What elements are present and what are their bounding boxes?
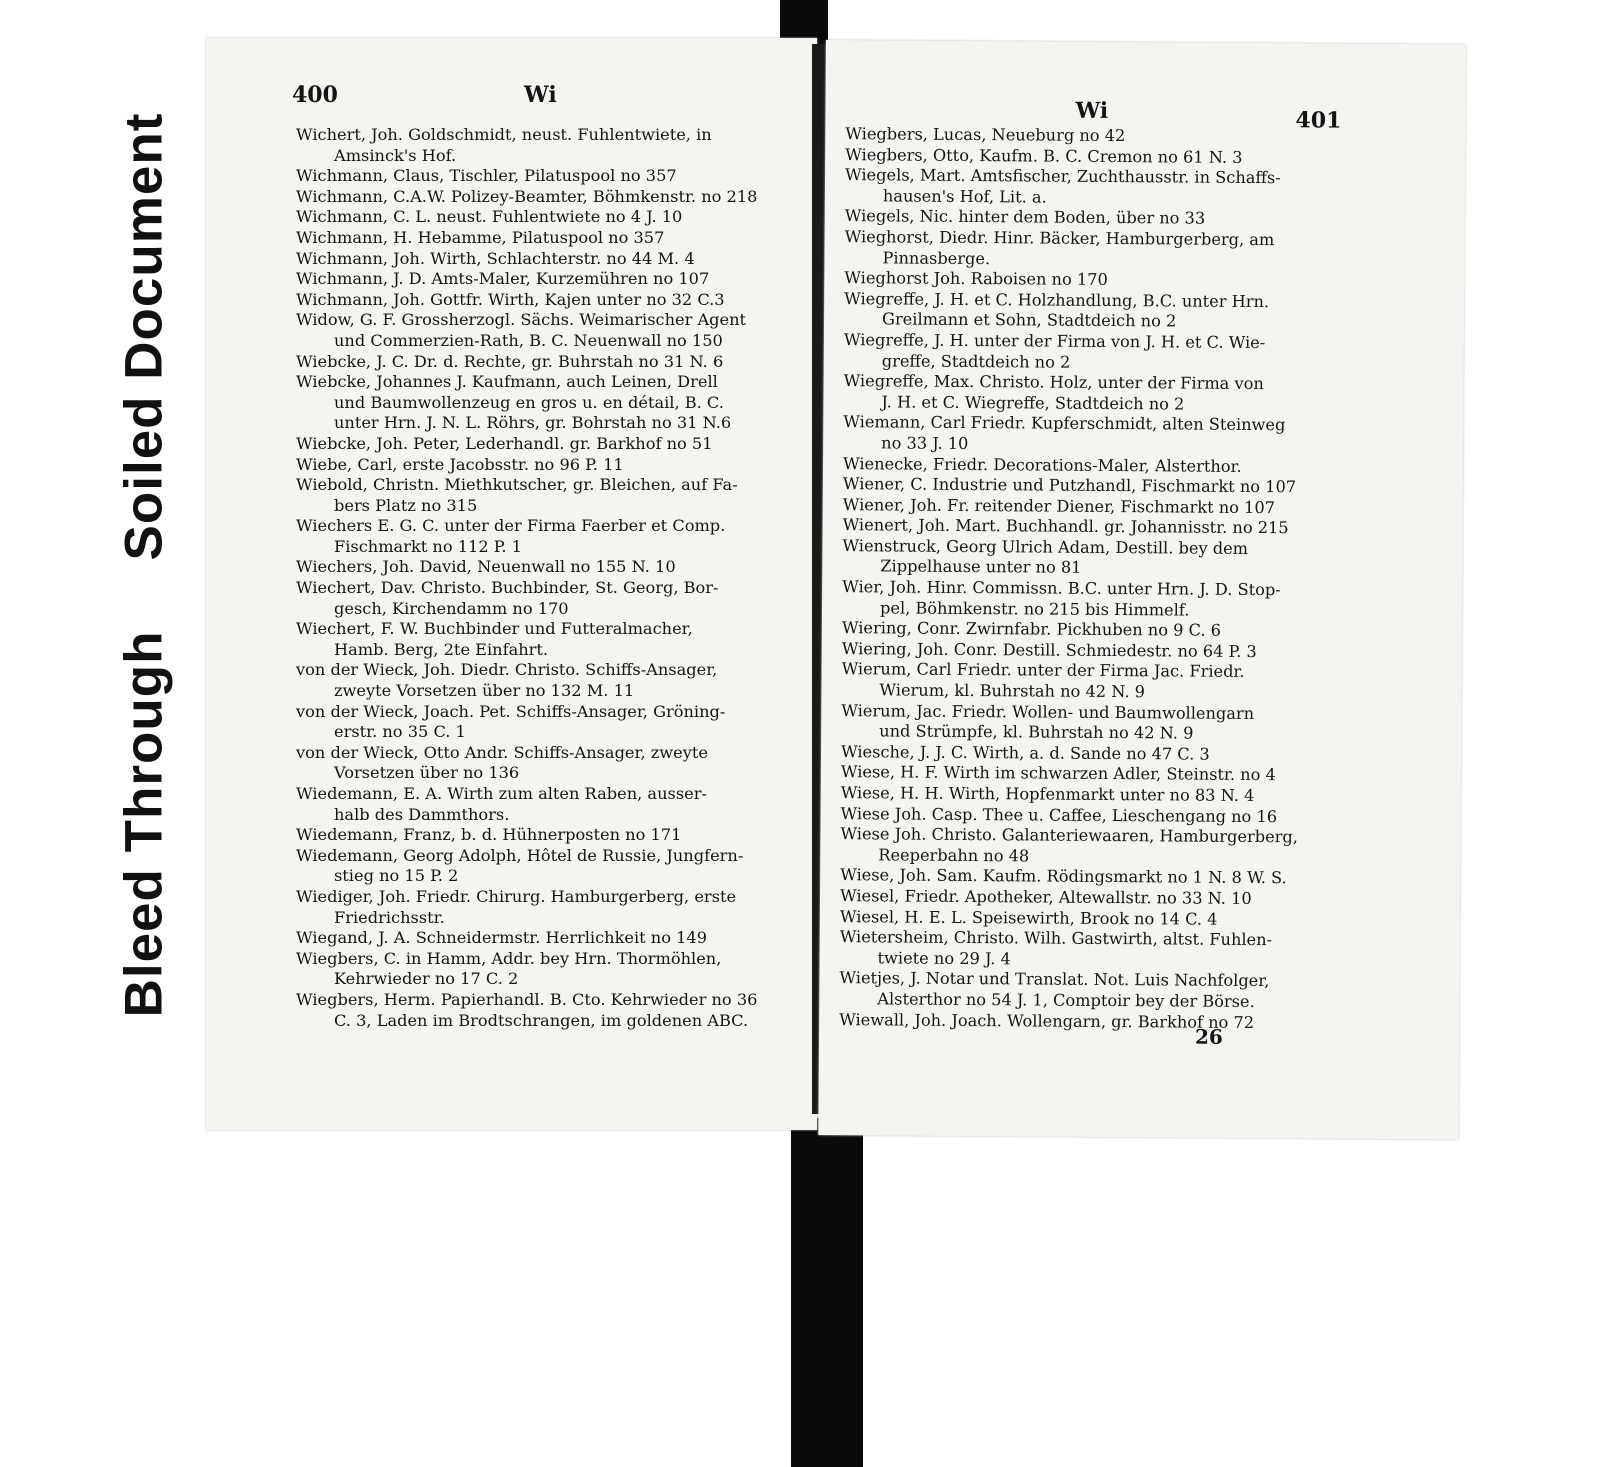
side-label [108, 45, 180, 1085]
left-entries-list [296, 125, 796, 1031]
entry-line: Wiese, H. H. Wirth, Hopfenmarkt unter no 83 N. 4 [840, 783, 1255, 806]
directory-entry [296, 949, 796, 990]
entry-line: Wierum, Jac. Friedr. Wollen- und Baumwollengarn [841, 700, 1255, 723]
entry-line: Wiebcke, Joh. Peter, Lederhandl. gr. Barkhof no 51 [296, 433, 713, 453]
directory-entry [296, 702, 796, 743]
entry-continuation-line: twiete no 29 J. 4 [877, 948, 1011, 969]
directory-entry [296, 372, 796, 434]
entry-line: von der Wieck, Joh. Diedr. Christo. Schiffs-Ansager, [296, 660, 718, 680]
directory-entry [839, 968, 1339, 1013]
entry-line: Wiechers E. G. C. unter der Firma Faerber et Comp. [296, 516, 726, 536]
entry-continuation-line: Alsterthor no 54 J. 1, Comptoir bey der Börse. [877, 989, 1255, 1011]
directory-entry [296, 825, 796, 846]
directory-entry [840, 886, 1340, 910]
entry-line: Widow, G. F. Grossherzogl. Sächs. Weimarischer Agent [296, 310, 747, 330]
entry-line: Wiebe, Carl, erste Jacobsstr. no 96 P. 11 [296, 454, 624, 474]
directory-entry [844, 227, 1344, 272]
entry-line: Wiemann, Carl Friedr. Kupferschmidt, alten Steinweg [843, 412, 1286, 435]
directory-entry [296, 887, 796, 928]
entry-continuation-line: J. H. et C. Wiegreffe, Stadtdeich no 2 [881, 392, 1185, 414]
entry-line: Wiediger, Joh. Friedr. Chirurg. Hamburgerberg, erste [296, 886, 737, 906]
entry-continuation-line: Fischmarkt no 112 P. 1 [334, 536, 522, 556]
directory-entry [844, 330, 1344, 375]
entry-line: Wiebcke, Johannes J. Kaufmann, auch Leinen, Drell [296, 372, 718, 392]
entry-continuation-line: und Baumwollenzeug en gros u. en détail, B. C. [334, 392, 724, 412]
directory-entry [296, 578, 796, 619]
directory-entry [296, 743, 796, 784]
directory-entry [296, 455, 796, 476]
entry-line: Wiener, C. Industrie und Putzhandl, Fischmarkt no 107 [842, 474, 1297, 497]
directory-entry [841, 701, 1341, 746]
directory-entry [843, 412, 1343, 457]
entry-line: Wiegreffe, J. H. et C. Holzhandlung, B.C. unter Hrn. [844, 288, 1270, 311]
directory-entry [844, 289, 1344, 334]
directory-entry [296, 557, 796, 578]
entry-line: Wiebold, Christn. Miethkutscher, gr. Bleichen, auf Fa- [296, 475, 738, 495]
entry-line: Wiesche, J. J. C. Wirth, a. d. Sande no 47 C. 3 [840, 741, 1210, 764]
directory-entry [296, 516, 796, 557]
entry-line: Wiechert, Dav. Christo. Buchbinder, St. Georg, Bor- [296, 578, 719, 598]
entry-line: Wichmann, Joh. Gottfr. Wirth, Kajen unter no 32 C.3 [296, 289, 725, 309]
entry-line: Wiegreffe, Max. Christo. Holz, unter der Firma von [843, 371, 1264, 394]
entry-line: Wiese, H. F. Wirth im schwarzen Adler, Steinstr. no 4 [840, 762, 1276, 785]
entry-line: Wiese Joh. Christo. Galanteriewaaren, Hamburgerberg, [840, 824, 1299, 847]
entry-line: Wiegbers, Lucas, Neueburg no 42 [845, 124, 1126, 146]
entry-continuation-line: Pinnasberge. [882, 247, 991, 268]
entry-line: Wichmann, C. L. neust. Fuhlentwiete no 4 J. 10 [296, 207, 683, 227]
entry-line: Wiegels, Mart. Amtsfischer, Zuchthausstr. in Schaffs- [844, 165, 1281, 188]
label-soiled-document: Soiled Document [114, 112, 174, 561]
entry-line: Wiegand, J. A. Schneidermstr. Herrlichkeit no 149 [296, 928, 708, 948]
entry-line: Wiedemann, E. A. Wirth zum alten Raben, ausser- [296, 784, 707, 803]
entry-line: Wieghorst, Diedr. Hinr. Bäcker, Hamburgerberg, am [844, 227, 1275, 250]
right-page-number: 401 [1295, 107, 1342, 134]
entry-continuation-line: und Strümpfe, kl. Buhrstah no 42 N. 9 [879, 721, 1194, 743]
entry-line: Wiebcke, J. C. Dr. d. Rechte, gr. Buhrstah no 31 N. 6 [296, 351, 724, 371]
entry-continuation-line: hausen's Hof, Lit. a. [882, 186, 1047, 207]
entry-continuation-line: Greilmann et Sohn, Stadtdeich no 2 [881, 309, 1177, 331]
directory-entry [296, 619, 796, 660]
directory-entry [296, 846, 796, 887]
entry-continuation-line: bers Platz no 315 [334, 495, 478, 515]
left-page [206, 38, 817, 1130]
entry-line: Wiedemann, Georg Adolph, Hôtel de Russie, Jungfern- [296, 845, 744, 865]
directory-entry [840, 927, 1340, 972]
entry-line: Wiewall, Joh. Joach. Wollengarn, gr. Barkhof no 72 [839, 1009, 1255, 1032]
entry-line: Wiering, Joh. Conr. Destill. Schmiedestr. no 64 P. 3 [841, 638, 1257, 661]
directory-entry [845, 124, 1345, 148]
entry-line: Wiegbers, Herm. Papierhandl. B. Cto. Kehrwieder no 36 [296, 989, 758, 1009]
entry-continuation-line: Reeperbahn no 48 [878, 845, 1030, 866]
entry-continuation-line: Friedrichsstr. [334, 907, 445, 927]
entry-line: Wienecke, Friedr. Decorations-Maler, Alsterthor. [842, 453, 1242, 476]
entry-line: Wiener, Joh. Fr. reitender Diener, Fischmarkt no 107 [842, 494, 1276, 517]
entry-line: Wienert, Joh. Mart. Buchhandl. gr. Johannisstr. no 215 [842, 515, 1289, 538]
directory-entry [841, 660, 1341, 705]
directory-entry [840, 824, 1340, 869]
entry-continuation-line: Zippelhause unter no 81 [880, 556, 1082, 578]
entry-continuation-line: no 33 J. 10 [881, 433, 969, 453]
binding-clip-bottom [791, 1118, 863, 1467]
entry-line: Wichmann, C.A.W. Polizey-Beamter, Böhmkenstr. no 218 [296, 186, 758, 206]
entry-line: Wierum, Carl Friedr. unter der Firma Jac. Friedr. [841, 659, 1245, 682]
entry-continuation-line: zweyte Vorsetzen über no 132 M. 11 [334, 681, 635, 701]
directory-entry [296, 660, 796, 701]
entry-continuation-line: C. 3, Laden im Brodtschrangen, im goldenen ABC. [334, 1010, 749, 1030]
entry-line: Wichmann, Joh. Wirth, Schlachterstr. no 44 M. 4 [296, 248, 695, 268]
directory-entry [296, 187, 796, 208]
entry-continuation-line: Wierum, kl. Buhrstah no 42 N. 9 [879, 680, 1146, 702]
entry-continuation-line: Hamb. Berg, 2te Einfahrt. [334, 639, 549, 659]
entry-line: Wichmann, Claus, Tischler, Pilatuspool no 357 [296, 166, 677, 186]
directory-entry [296, 352, 796, 373]
directory-entry [296, 434, 796, 455]
entry-line: Wieghorst Joh. Raboisen no 170 [844, 268, 1108, 290]
entry-continuation-line: und Commerzien-Rath, B. C. Neuenwall no 150 [334, 330, 723, 350]
directory-entry [296, 784, 796, 825]
entry-line: Wietjes, J. Notar und Translat. Not. Luis Nachfolger, [839, 968, 1270, 991]
directory-entry [296, 125, 796, 166]
left-page-number: 400 [292, 82, 338, 108]
entry-line: Wietersheim, Christo. Wilh. Gastwirth, altst. Fuhlen- [839, 927, 1273, 950]
side-label-text [114, 113, 175, 1018]
entry-line: Wiegels, Nic. hinter dem Boden, über no 33 [844, 206, 1206, 229]
entry-line: Wiesel, H. E. L. Speisewirth, Brook no 14 C. 4 [839, 906, 1218, 929]
entry-continuation-line: Amsinck's Hof. [334, 145, 457, 165]
entry-line: Wiechert, F. W. Buchbinder und Futteralmacher, [296, 619, 693, 639]
directory-entry [296, 228, 796, 249]
entry-line: Wienstruck, Georg Ulrich Adam, Destill. bey dem [842, 536, 1249, 558]
entry-line: Wiese Joh. Casp. Thee u. Caffee, Lieschengang no 16 [840, 803, 1278, 826]
entry-continuation-line: Vorsetzen über no 136 [334, 763, 520, 783]
directory-entry [296, 269, 796, 290]
entry-line: Wiedemann, Franz, b. d. Hühnerposten no 171 [296, 825, 682, 845]
directory-entry [842, 577, 1342, 622]
entry-continuation-line: unter Hrn. J. N. L. Röhrs, gr. Bohrstah no 31 N.6 [334, 413, 732, 433]
entry-line: Wiechers, Joh. David, Neuenwall no 155 N. 10 [296, 557, 676, 577]
entry-continuation-line: stieg no 15 P. 2 [334, 866, 459, 886]
directory-entry [296, 990, 796, 1031]
left-page-header: Wi [524, 82, 557, 108]
entry-continuation-line: erstr. no 35 C. 1 [334, 722, 466, 742]
entry-line: Wichmann, H. Hebamme, Pilatuspool no 357 [296, 227, 665, 247]
label-bleed-through: Bleed Through [114, 630, 174, 1018]
directory-entry [296, 928, 796, 949]
directory-entry [296, 475, 796, 516]
entry-line: Wiese, Joh. Sam. Kaufm. Rödingsmarkt no 1 N. 8 W. S. [840, 865, 1287, 888]
entry-line: von der Wieck, Joach. Pet. Schiffs-Ansager, Gröning- [296, 701, 726, 721]
right-entries-list [839, 124, 1345, 1034]
directory-entry [296, 249, 796, 270]
directory-entry [296, 207, 796, 228]
entry-continuation-line: pel, Böhmkenstr. no 215 bis Himmelf. [879, 598, 1190, 620]
entry-continuation-line: greffe, Stadtdeich no 2 [881, 350, 1071, 372]
right-page [818, 40, 1466, 1139]
entry-line: Wier, Joh. Hinr. Commissn. B.C. unter Hrn. J. D. Stop- [842, 577, 1281, 600]
directory-entry [842, 536, 1342, 581]
entry-line: Wiegreffe, J. H. unter der Firma von J. H. et C. Wie- [843, 330, 1266, 353]
entry-line: Wichert, Joh. Goldschmidt, neust. Fuhlentwiete, in [296, 125, 712, 144]
entry-line: von der Wieck, Otto Andr. Schiffs-Ansager, zweyte [296, 742, 708, 762]
directory-entry [296, 166, 796, 187]
directory-entry [841, 783, 1341, 807]
directory-entry [839, 1010, 1339, 1034]
entry-line: Wiegbers, C. in Hamm, Addr. bey Hrn. Thormöhlen, [296, 948, 722, 968]
entry-continuation-line: halb des Dammthors. [334, 804, 510, 824]
entry-continuation-line: gesch, Kirchendamm no 170 [334, 598, 569, 618]
right-page-signature: 26 [1194, 1024, 1223, 1049]
right-page-header: Wi [1075, 97, 1109, 124]
entry-line: Wichmann, J. D. Amts-Maler, Kurzemühren no 107 [296, 269, 710, 289]
entry-line: Wiering, Conr. Zwirnfabr. Pickhuben no 9 C. 6 [841, 618, 1222, 641]
entry-line: Wiesel, Friedr. Apotheker, Altewallstr. no 33 N. 10 [839, 886, 1252, 908]
directory-entry [843, 371, 1343, 416]
entry-continuation-line: Kehrwieder no 17 C. 2 [334, 969, 519, 989]
entry-line: Wiegbers, Otto, Kaufm. B. C. Cremon no 61 N. 3 [845, 144, 1243, 167]
directory-entry [296, 290, 796, 311]
directory-entry [845, 165, 1345, 210]
directory-entry [296, 310, 796, 351]
